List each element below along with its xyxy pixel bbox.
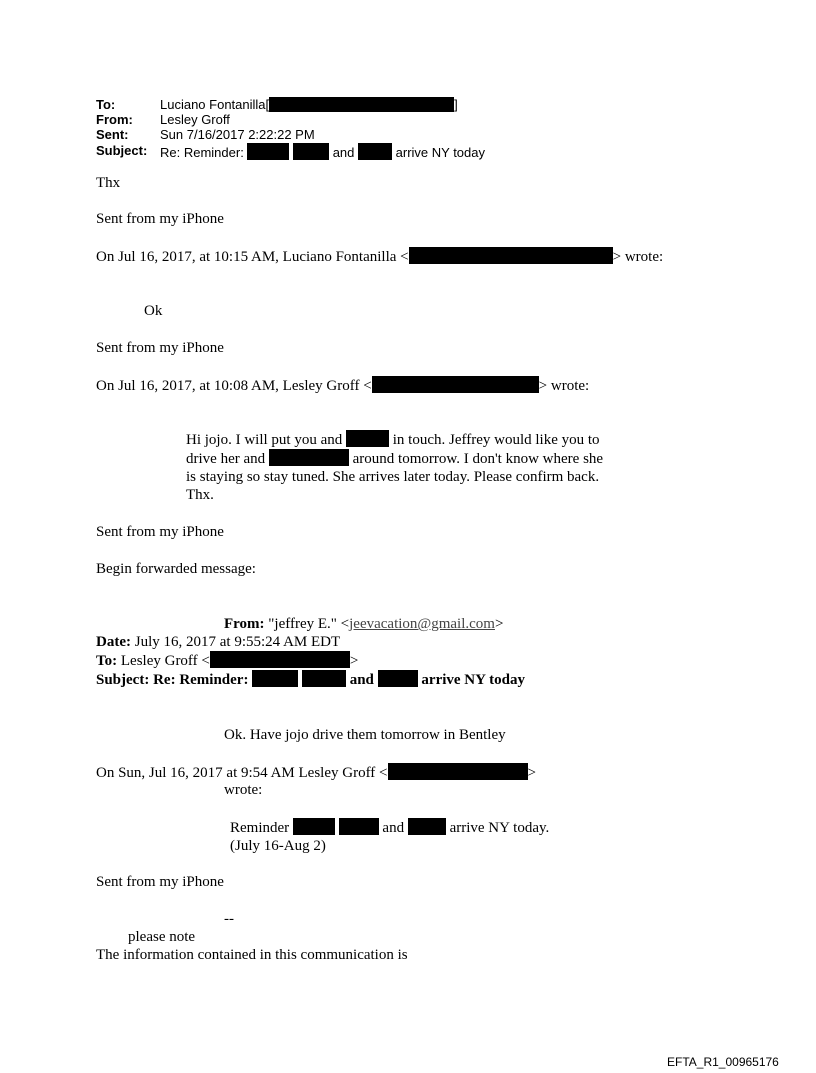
message-text: Hi jojo. I will put you and: [186, 432, 343, 448]
redaction-box: [388, 763, 528, 780]
from-value: Lesley Groff: [160, 112, 230, 127]
fwd-to-close: >: [349, 653, 359, 669]
fwd-quote-intro-text: On Sun, Jul 16, 2017 at 9:54 AM Lesley Groff <: [96, 765, 388, 781]
redaction-box: [269, 97, 454, 112]
reminder-suffix: arrive NY today.: [449, 820, 550, 836]
sent-from-iphone: Sent from my iPhone: [96, 524, 224, 540]
redaction-box: [378, 670, 418, 687]
fwd-subject-and: and: [349, 672, 374, 688]
fwd-date-line: [96, 633, 340, 651]
redaction-box: [358, 143, 392, 160]
fwd-to-label: To:: [96, 653, 118, 669]
message-line: [186, 449, 603, 468]
message-text: in touch. Jeffrey would like you to: [392, 432, 600, 448]
quoted-message: [186, 430, 603, 504]
quote-intro-text: On Jul 16, 2017, at 10:15 AM, Luciano Fontanilla <: [96, 249, 409, 265]
redaction-box: [252, 670, 298, 687]
redaction-box: [210, 651, 350, 668]
subject-suffix: arrive NY today: [395, 145, 485, 160]
fwd-date-value: July 16, 2017 at 9:55:24 AM EDT: [134, 634, 341, 650]
reminder-line: [230, 818, 549, 837]
message-line: [186, 430, 603, 449]
fwd-from-close: >: [494, 616, 504, 632]
subject-prefix: Re: Reminder:: [160, 145, 244, 160]
info-line: The information contained in this communication is: [96, 947, 408, 963]
fwd-from-line: [224, 615, 503, 633]
to-value: [160, 97, 458, 113]
redaction-box: [339, 818, 379, 835]
fwd-to-line: [96, 651, 358, 670]
signature-dash: --: [224, 911, 234, 927]
fwd-subject-prefix: Re: Reminder:: [153, 672, 249, 688]
fwd-subject-label: Subject:: [96, 672, 150, 688]
fwd-to-value: Lesley Groff <: [120, 653, 210, 669]
reminder-and: and: [382, 820, 405, 836]
redaction-box: [372, 376, 539, 393]
sent-from-iphone: Sent from my iPhone: [96, 874, 224, 890]
sent-from-iphone: Sent from my iPhone: [96, 211, 224, 227]
document-id: EFTA_R1_00965176: [667, 1055, 779, 1069]
fwd-from-label: From:: [224, 616, 265, 632]
redaction-box: [409, 247, 613, 264]
fwd-from-value: "jeffrey E." <: [268, 616, 350, 632]
reminder-dates: (July 16-Aug 2): [230, 838, 326, 854]
fwd-reply: Ok. Have jojo drive them tomorrow in Bentley: [224, 727, 506, 743]
sent-label: Sent:: [96, 127, 129, 142]
reminder-message: [230, 818, 549, 855]
redaction-box: [408, 818, 446, 835]
message-text: around tomorrow. I don't know where she: [352, 451, 604, 467]
subject-value: [160, 143, 485, 161]
message-line: Thx.: [186, 487, 214, 503]
thx-text: Thx: [96, 175, 121, 191]
redaction-box: [269, 449, 349, 466]
wrote-text: > wrote:: [612, 249, 664, 265]
redaction-box: [247, 143, 289, 160]
redaction-box: [302, 670, 346, 687]
subject-and: and: [332, 145, 355, 160]
fwd-quote-intro: [96, 763, 536, 782]
ok-text: Ok: [144, 303, 163, 319]
message-line: is staying so stay tuned. She arrives later today. Please confirm back.: [186, 469, 600, 485]
begin-forwarded: Begin forwarded message:: [96, 561, 256, 577]
sent-value: Sun 7/16/2017 2:22:22 PM: [160, 127, 315, 142]
lesley-quote-intro: [96, 376, 589, 395]
from-label: From:: [96, 112, 133, 127]
to-label: To:: [96, 97, 116, 112]
sent-from-iphone: Sent from my iPhone: [96, 340, 224, 356]
message-text: drive her and: [186, 451, 266, 467]
quote-intro-text: On Jul 16, 2017, at 10:08 AM, Lesley Groff <: [96, 378, 372, 394]
fwd-quote-wrote: wrote:: [224, 782, 263, 798]
reminder-prefix: Reminder: [230, 820, 290, 836]
redaction-box: [293, 143, 329, 160]
please-note: please note: [128, 929, 196, 945]
redaction-box: [293, 818, 335, 835]
fwd-quote-close: >: [527, 765, 536, 781]
subject-label: Subject:: [96, 143, 148, 158]
redaction-box: [346, 430, 389, 447]
to-name: Luciano Fontanilla[: [160, 97, 270, 112]
fwd-subject-line: [96, 670, 525, 689]
fwd-date-label: Date:: [96, 634, 131, 650]
fwd-subject-suffix: arrive NY today: [421, 672, 525, 688]
wrote-text: > wrote:: [538, 378, 590, 394]
luciano-quote-intro: [96, 247, 663, 266]
fwd-from-email[interactable]: jeevacation@gmail.com: [349, 616, 495, 632]
to-close: ]: [454, 97, 458, 112]
